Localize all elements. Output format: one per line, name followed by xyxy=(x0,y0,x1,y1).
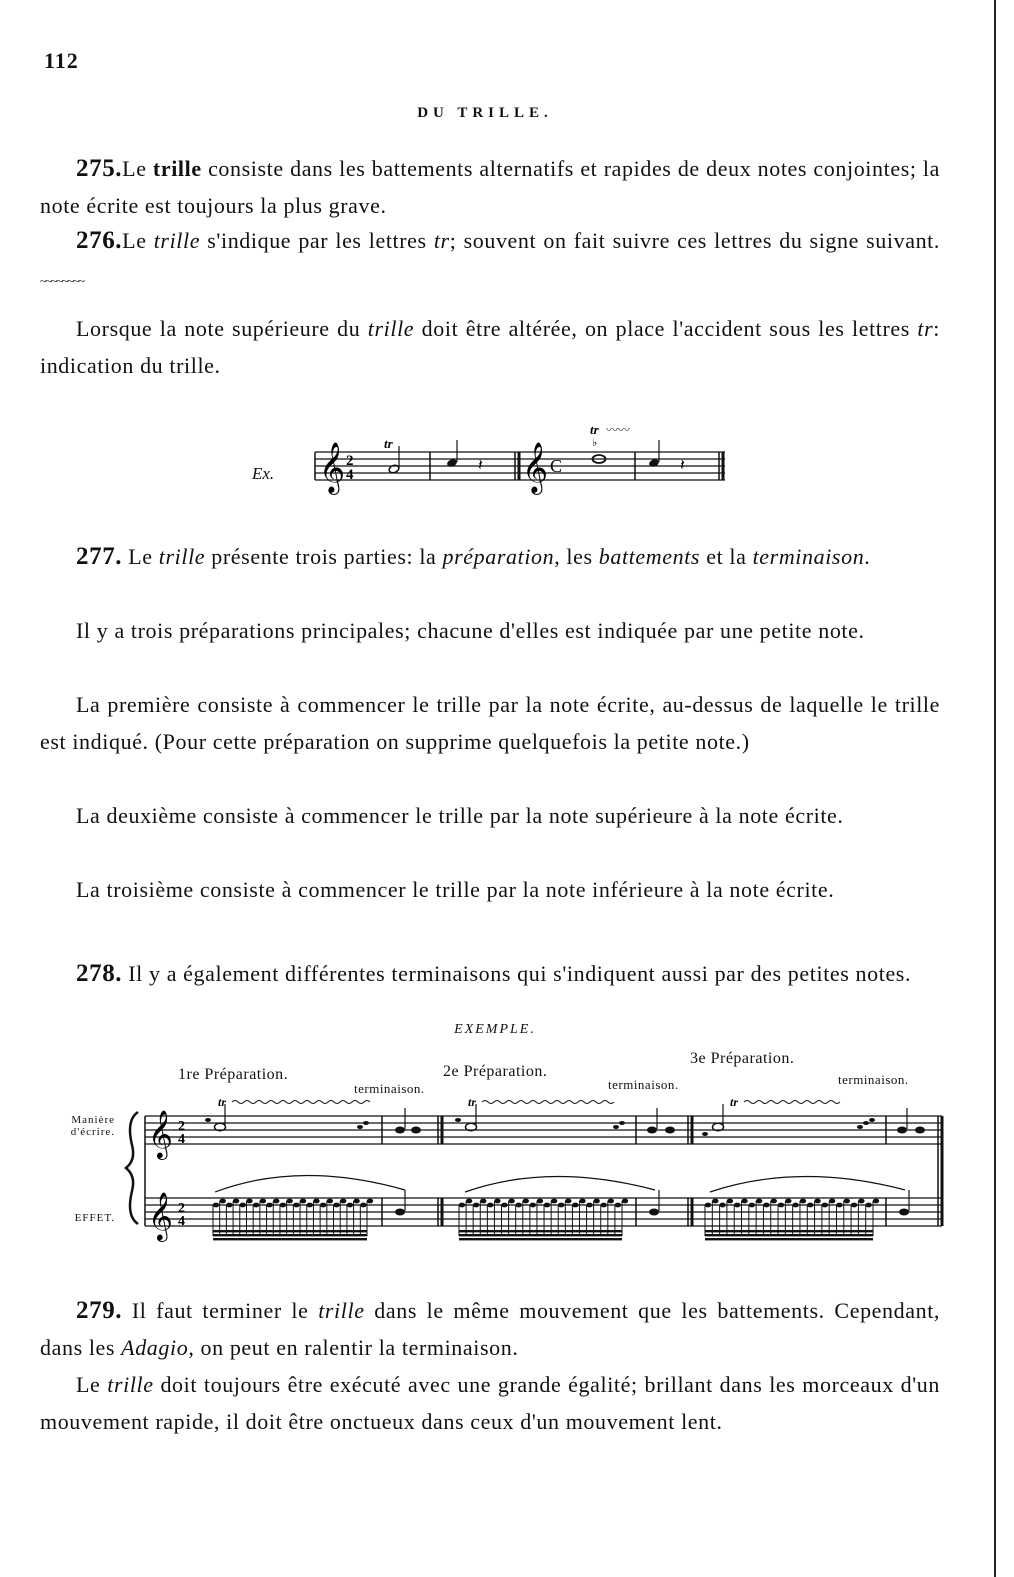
trill-mark: tr xyxy=(384,436,393,451)
sixteenth-note xyxy=(246,1199,252,1204)
brace xyxy=(126,1112,138,1224)
sixteenth-note xyxy=(523,1199,529,1204)
svg-text:C: C xyxy=(550,456,563,476)
label-terminaison-3: terminaison. xyxy=(838,1072,909,1087)
paragraph-276-accident: Lorsque la note supérieure du trille doit être altérée, on place l'accident sous les lettres tr: indication du trille. xyxy=(40,316,940,378)
sixteenth-note xyxy=(480,1199,486,1204)
sixteenth-note xyxy=(466,1199,472,1204)
beam xyxy=(213,1234,367,1236)
sixteenth-note xyxy=(273,1199,279,1204)
sixteenth-note xyxy=(515,1203,521,1208)
sixteenth-note xyxy=(233,1199,239,1204)
sixteenth-note xyxy=(749,1203,755,1208)
sixteenth-note xyxy=(615,1203,621,1208)
example-staff xyxy=(310,420,730,510)
treble-clef-icon: 𝄞 xyxy=(148,1109,173,1158)
sixteenth-note xyxy=(800,1199,806,1204)
term-trille: trille xyxy=(152,156,202,181)
flat-icon: ♭ xyxy=(592,436,598,449)
svg-text:2: 2 xyxy=(178,1119,185,1134)
sixteenth-note xyxy=(865,1203,871,1208)
sixteenth-note xyxy=(741,1199,747,1204)
sixteenth-note xyxy=(240,1203,246,1208)
label-terminaison-1: terminaison. xyxy=(354,1081,425,1096)
sixteenth-note xyxy=(487,1203,493,1208)
treble-clef-icon: 𝄞 xyxy=(522,442,549,493)
sixteenth-note xyxy=(327,1199,333,1204)
sixteenth-note xyxy=(771,1199,777,1204)
sixteenth-note xyxy=(473,1203,479,1208)
sixteenth-note xyxy=(367,1199,373,1204)
sixteenth-note xyxy=(293,1203,299,1208)
sixteenth-note xyxy=(320,1203,326,1208)
paragraph-279-execution: Le trille doit toujours être exécuté avec une grande égalité; brillant dans les morceaux d'un mouvement rapide, il doit être onctueux dans ceux d'un mouvement lent. xyxy=(40,1372,940,1434)
sixteenth-note xyxy=(705,1203,711,1208)
sixteenth-note xyxy=(530,1203,536,1208)
sixteenth-note xyxy=(727,1199,733,1204)
sixteenth-note xyxy=(719,1203,725,1208)
sixteenth-note xyxy=(260,1199,266,1204)
trill-mark: tr xyxy=(218,1095,227,1109)
paragraph-277-first: La première consiste à commencer le trille par la note écrite, au-dessus de laquelle le trille est indiqué. (Pour cette préparation on supprime quelquefois la petite note.) xyxy=(40,692,940,754)
page-binding-edge xyxy=(994,0,1014,1577)
sixteenth-note xyxy=(622,1199,628,1204)
treble-clef-icon: 𝄞 xyxy=(319,442,346,493)
example-title: EXEMPLE. xyxy=(454,1022,536,1037)
beam xyxy=(459,1230,622,1232)
sixteenth-note xyxy=(565,1199,571,1204)
paragraph-number: 278. xyxy=(76,960,123,987)
row-label-maniere-decrire: Manière d'écrire. xyxy=(70,1114,115,1138)
trill-mark: tr xyxy=(730,1095,739,1109)
svg-text:4: 4 xyxy=(178,1214,185,1229)
treble-clef-icon: 𝄞 xyxy=(148,1191,173,1240)
paragraph-277-second: La deuxième consiste à commencer le trille par la note supérieure à la note écrite. xyxy=(76,803,844,828)
paragraph-277-preparations: Il y a trois préparations principales; chacune d'elles est indiquée par une petite note. xyxy=(76,618,865,643)
sixteenth-note xyxy=(307,1203,313,1208)
beam xyxy=(459,1234,622,1236)
sixteenth-note xyxy=(572,1203,578,1208)
svg-text:𝄽: 𝄽 xyxy=(478,455,483,474)
paragraph-number: 276. xyxy=(76,227,123,254)
paragraph-276: 276.Le trille s'indique par les lettres tr; souvent on fait suivre ces lettres du signe suivant. ~~~~~~~~ xyxy=(40,227,940,288)
sixteenth-note xyxy=(494,1199,500,1204)
sixteenth-note xyxy=(608,1199,614,1204)
sixteenth-note xyxy=(253,1203,259,1208)
running-title: DU TRILLE. xyxy=(417,105,553,121)
sixteenth-note xyxy=(763,1203,769,1208)
label-preparation-2: 2e Préparation. xyxy=(443,1063,548,1080)
beam xyxy=(213,1238,367,1240)
svg-text:〰〰: 〰〰 xyxy=(606,423,631,437)
example-label: Ex. xyxy=(252,464,275,483)
sixteenth-note xyxy=(734,1203,740,1208)
sixteenth-note xyxy=(844,1199,850,1204)
beam xyxy=(459,1238,622,1240)
sixteenth-note xyxy=(858,1199,864,1204)
sixteenth-note xyxy=(586,1203,592,1208)
sixteenth-note xyxy=(508,1199,514,1204)
sixteenth-note xyxy=(213,1203,219,1208)
sixteenth-note xyxy=(778,1203,784,1208)
svg-text:2: 2 xyxy=(346,453,354,469)
trill-squiggle: ~~~~~~~~ xyxy=(40,274,84,288)
beam xyxy=(213,1230,367,1232)
example-system xyxy=(120,1090,950,1250)
sixteenth-note xyxy=(353,1199,359,1204)
sixteenth-note xyxy=(601,1203,607,1208)
label-terminaison-2: terminaison. xyxy=(608,1077,679,1092)
paragraph-277: 277. Le trille présente trois parties: la préparation, les battements et la terminaison. xyxy=(76,543,871,570)
beam xyxy=(705,1238,873,1240)
sixteenth-note xyxy=(537,1199,543,1204)
label-preparation-1: 1re Préparation. xyxy=(178,1066,289,1083)
paragraph-278: 278. Il y a également différentes terminaisons qui s'indiquent aussi par des petites notes. xyxy=(76,960,912,987)
sixteenth-note xyxy=(266,1203,272,1208)
sixteenth-note xyxy=(558,1203,564,1208)
sixteenth-note xyxy=(333,1203,339,1208)
sixteenth-note xyxy=(579,1199,585,1204)
row-label-effet: EFFET. xyxy=(74,1212,115,1224)
page-number: 112 xyxy=(44,48,79,73)
sixteenth-note xyxy=(544,1203,550,1208)
paragraph-275: 275.Le trille consiste dans les battements alternatifs et rapides de deux notes conjointes; la note écrite est toujours la plus grave. xyxy=(40,155,940,218)
sixteenth-note xyxy=(280,1203,286,1208)
trill-mark: tr xyxy=(468,1095,477,1109)
label-preparation-3: 3e Préparation. xyxy=(690,1050,795,1067)
sixteenth-note xyxy=(219,1199,225,1204)
sixteenth-note xyxy=(313,1199,319,1204)
svg-text:4: 4 xyxy=(346,467,354,483)
paragraph-279: 279. Il faut terminer le trille dans le même mouvement que les battements. Cependant, dans les Adagio, on peut en ralentir la terminaison. xyxy=(40,1297,941,1360)
svg-text:4: 4 xyxy=(178,1132,185,1147)
paragraph-number: 279. xyxy=(76,1297,123,1324)
sixteenth-note xyxy=(360,1203,366,1208)
sixteenth-note xyxy=(851,1203,857,1208)
beam xyxy=(705,1234,873,1236)
sixteenth-note xyxy=(807,1203,813,1208)
sixteenth-note xyxy=(785,1199,791,1204)
sixteenth-note xyxy=(873,1199,879,1204)
sixteenth-note xyxy=(340,1199,346,1204)
sixteenth-note xyxy=(300,1199,306,1204)
sixteenth-note xyxy=(792,1203,798,1208)
sixteenth-note xyxy=(712,1199,718,1204)
beam xyxy=(705,1230,873,1232)
sixteenth-note xyxy=(347,1203,353,1208)
sixteenth-note xyxy=(551,1199,557,1204)
sixteenth-note xyxy=(829,1199,835,1204)
sixteenth-note xyxy=(822,1203,828,1208)
sixteenth-note xyxy=(226,1203,232,1208)
svg-text:𝄽: 𝄽 xyxy=(680,455,685,474)
sixteenth-note xyxy=(756,1199,762,1204)
svg-text:2: 2 xyxy=(178,1201,185,1216)
sixteenth-note xyxy=(593,1199,599,1204)
sixteenth-note xyxy=(814,1199,820,1204)
sixteenth-note xyxy=(459,1203,465,1208)
paragraph-number: 277. xyxy=(76,543,123,570)
sixteenth-note xyxy=(501,1203,507,1208)
trill-mark: tr xyxy=(590,422,599,437)
paragraph-number: 275. xyxy=(76,155,123,182)
paragraph-277-third: La troisième consiste à commencer le trille par la note inférieure à la note écrite. xyxy=(76,877,835,902)
sixteenth-note xyxy=(836,1203,842,1208)
sixteenth-note xyxy=(286,1199,292,1204)
